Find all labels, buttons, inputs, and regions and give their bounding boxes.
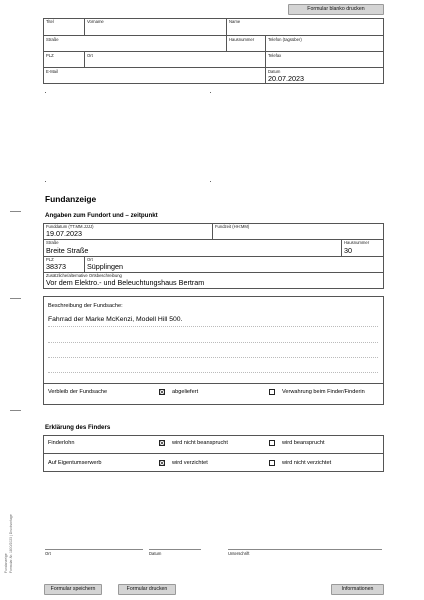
fold-mark xyxy=(210,92,211,93)
fundort-ort-label: Ort xyxy=(87,257,93,262)
sig-ort-label: Ort xyxy=(45,551,51,556)
fold-mark-left xyxy=(10,211,21,212)
name-label: Name xyxy=(229,19,241,24)
sig-unterschrift-label: Unterschrift xyxy=(228,551,250,556)
finderlohn-beansprucht-checkbox[interactable] xyxy=(269,440,275,446)
check-x-icon xyxy=(160,390,164,394)
fundzeit-label: Fundzeit (HH:MM) xyxy=(215,224,250,229)
abgeliefert-label: abgeliefert xyxy=(172,389,199,395)
print-blank-button[interactable]: Formular blanko drucken xyxy=(288,4,384,15)
fundort-hausnummer-value[interactable]: 30 xyxy=(344,246,352,255)
fold-mark-left xyxy=(10,410,21,411)
nicht-verzichtet-label: wird nicht verzichtet xyxy=(282,460,332,466)
zusatz-value[interactable]: Vor dem Elektro.- und Beleuchtungshaus Bertram xyxy=(46,278,205,287)
funddatum-value[interactable]: 19.07.2023 xyxy=(46,229,82,238)
telefon-label: Telefon (tagsüber) xyxy=(268,37,302,42)
side-print-info: Fundanzeige Formular-Nr. 1800/2023 | Druckvorlage xyxy=(4,514,13,573)
fundort-plz-value[interactable]: 38373 xyxy=(46,262,66,271)
finderlohn-nicht-beansprucht-checkbox[interactable] xyxy=(159,440,165,446)
fundort-plz-label: PLZ xyxy=(46,257,54,262)
titel-label: Titel xyxy=(46,19,54,24)
funddatum-label: Funddatum (TT.MM.JJJJ) xyxy=(46,224,94,229)
eigentum-label: Auf Eigentumserwerb xyxy=(48,460,102,466)
fundort-strasse-label: Straße xyxy=(46,240,59,245)
sig-datum-label: Datum xyxy=(149,551,162,556)
eigentum-verzichtet-checkbox[interactable] xyxy=(159,460,165,466)
eigentum-nicht-verzichtet-checkbox[interactable] xyxy=(269,460,275,466)
fundort-strasse-value[interactable]: Breite Straße xyxy=(46,246,89,255)
check-x-icon xyxy=(160,461,164,465)
beschreibung-value[interactable]: Fahrrad der Marke McKenzi, Modell Hill 500. xyxy=(48,316,183,323)
verzichtet-label: wird verzichtet xyxy=(172,460,208,466)
hausnummer-label: Hausnummer xyxy=(229,37,255,42)
finder-heading: Erklärung des Finders xyxy=(45,424,111,431)
punch-mark-left xyxy=(10,298,21,299)
datum-line xyxy=(149,549,201,550)
datum-value[interactable]: 20.07.2023 xyxy=(268,74,304,83)
print-button[interactable]: Formular drucken xyxy=(118,584,176,595)
writing-line xyxy=(48,326,378,327)
fundort-hausnummer-label: Hausnummer xyxy=(344,240,370,245)
vorname-label: Vorname xyxy=(87,19,104,24)
writing-line xyxy=(48,372,378,373)
unterschrift-line xyxy=(228,549,382,550)
writing-line xyxy=(48,357,378,358)
email-label: E-Mail xyxy=(46,69,58,74)
fold-mark xyxy=(45,181,46,182)
finderlohn-label: Finderlohn xyxy=(48,440,75,446)
beansprucht-label: wird beansprucht xyxy=(282,440,325,446)
fundort-heading: Angaben zum Fundort und – zeitpunkt xyxy=(45,212,158,219)
info-button[interactable]: Informationen xyxy=(331,584,384,595)
verbleib-label: Verbleib der Fundsache xyxy=(48,389,108,395)
ort-line xyxy=(45,549,143,550)
fundort-ort-value[interactable]: Süpplingen xyxy=(87,262,123,271)
check-x-icon xyxy=(160,441,164,445)
datum-label: Datum xyxy=(268,69,281,74)
nicht-beansprucht-label: wird nicht beansprucht xyxy=(172,440,228,446)
fold-mark xyxy=(45,92,46,93)
fold-mark xyxy=(210,181,211,182)
writing-line xyxy=(48,342,378,343)
verwahrung-label: Verwahrung beim Finder/Finderin xyxy=(282,389,365,395)
strasse-label: Straße xyxy=(46,37,59,42)
verwahrung-checkbox[interactable] xyxy=(269,389,275,395)
page-title: Fundanzeige xyxy=(45,194,97,204)
beschreibung-label: Beschreibung der Fundsache: xyxy=(48,303,123,309)
abgeliefert-checkbox[interactable] xyxy=(159,389,165,395)
save-button[interactable]: Formular speichern xyxy=(44,584,102,595)
zusatz-label: Zusätzliche/alternative Ortsbeschreibung xyxy=(46,273,122,278)
telefax-label: Telefax xyxy=(268,53,282,58)
plz-label: PLZ xyxy=(46,53,54,58)
ort-label: Ort xyxy=(87,53,93,58)
